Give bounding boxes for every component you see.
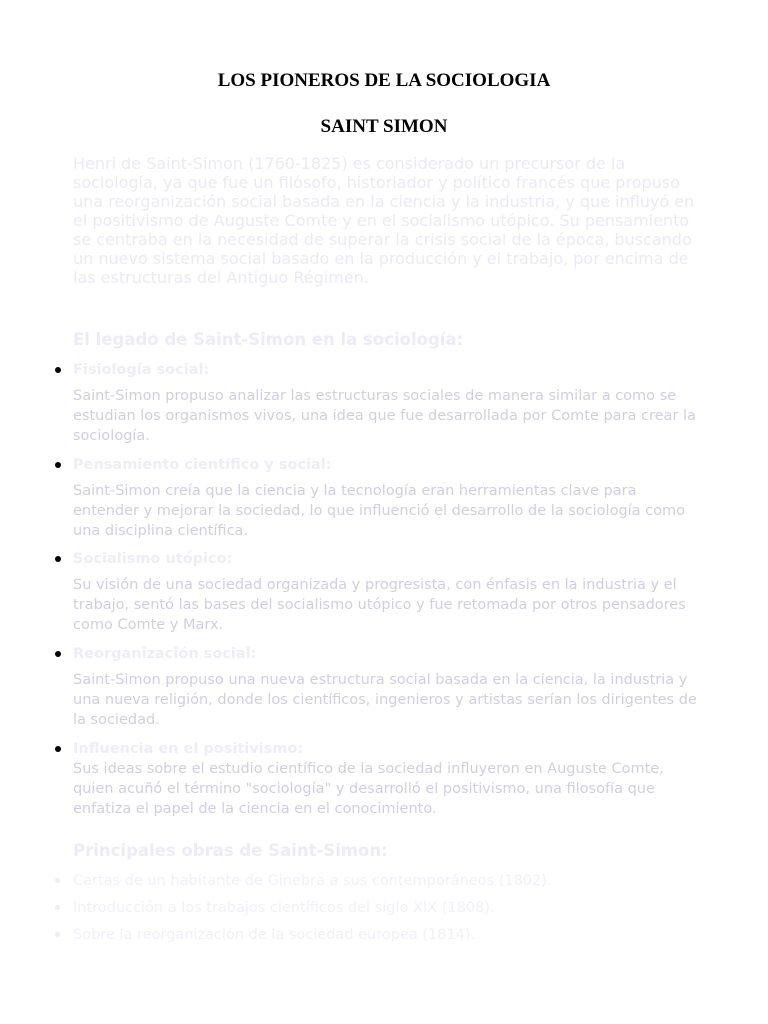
work-title: Cartas de un habitante de Ginebra a sus contemporáneos (1802).: [73, 873, 552, 889]
list-item: [73, 739, 701, 819]
work-item: [73, 925, 693, 952]
bullet-icon: [55, 556, 61, 562]
works-heading: Principales obras de Saint-Simon:: [73, 841, 388, 860]
bullet-icon: [55, 932, 60, 937]
list-item: [73, 360, 701, 446]
list-item: [73, 549, 701, 635]
document-title: LOS PIONEROS DE LA SOCIOLOGIA: [217, 70, 551, 91]
bullet-icon: [55, 367, 61, 373]
bullet-icon: [55, 878, 60, 883]
work-item: [73, 898, 693, 925]
list-item: [73, 455, 701, 541]
works-list: [73, 871, 693, 952]
item-body: Su visión de una sociedad organizada y progresista, con énfasis en la industria y el trabajo, sentó las bases del socialismo utópico y fue retomada por otros pensadores como Comte y Marx.: [73, 577, 686, 633]
item-title: Fisiología social:: [73, 362, 210, 378]
item-title: Reorganización social:: [73, 646, 257, 662]
list-item: [73, 644, 701, 730]
item-body: Saint-Simon propuso una nueva estructura social basada en la ciencia, la industria y una nueva religión, donde los científicos, ingenieros y artistas serían los dirigentes de la sociedad.: [73, 672, 697, 728]
bullet-icon: [55, 651, 61, 657]
document-subtitle: SAINT SIMON: [320, 116, 448, 137]
bullet-icon: [55, 905, 60, 910]
work-title: Introducción a los trabajos científicos del siglo XIX (1808).: [73, 900, 495, 916]
item-title: Socialismo utópico:: [73, 551, 233, 567]
bullet-icon: [55, 746, 61, 752]
work-item: [73, 871, 693, 898]
item-body: Saint-Simon propuso analizar las estructuras sociales de manera similar a como se estudian los organismos vivos, una idea que fue desarrollada por Comte para crear la sociología.: [73, 388, 696, 444]
work-title: Sobre la reorganización de la sociedad europea (1814).: [73, 927, 476, 943]
intro-paragraph: Henri de Saint-Simon (1760-1825) es considerado un precursor de la sociología, ya que fue un filósofo, historiador y político francés que propuso una reorganización social basada en la ciencia y la industria, y que influyó en el positivismo de Auguste Comte y en el socialismo utópico. Su pensamiento se centraba en la necesidad de superar la crisis social de la época, buscando un nuevo sistema social basado en la producción y el trabajo, por encima de las estructuras del Antiguo Régimen.: [73, 154, 695, 287]
bullet-icon: [55, 462, 61, 468]
item-body: Sus ideas sobre el estudio científico de la sociedad influyeron en Auguste Comte, quien acuñó el término "sociología" y desarrolló el positivismo, una filosofía que enfatiza el papel de la ciencia en el conocimiento.: [73, 761, 664, 817]
item-title: Pensamiento científico y social:: [73, 457, 332, 473]
item-body: Saint-Simon creía que la ciencia y la tecnología eran herramientas clave para entender y mejorar la sociedad, lo que influenció el desarrollo de la sociología como una disciplina científica.: [73, 483, 686, 539]
item-title: Influencia en el positivismo:: [73, 741, 304, 757]
legacy-heading: El legado de Saint-Simon en la sociología:: [73, 330, 464, 349]
